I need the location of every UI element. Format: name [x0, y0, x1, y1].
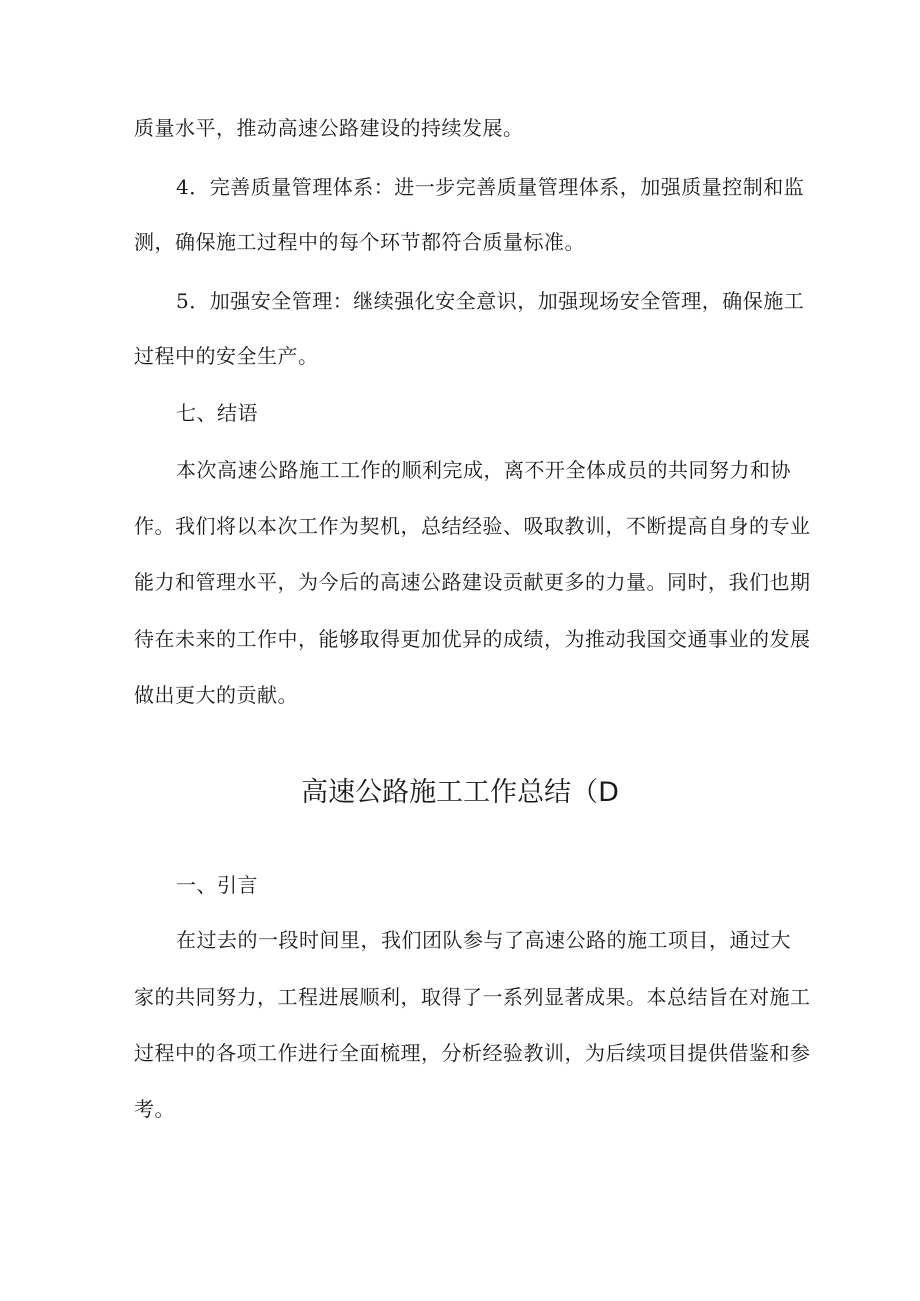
paragraph-line: 过程中的各项工作进行全面梳理，分析经验教训，为后续项目提供借鉴和参 — [134, 1041, 811, 1065]
document-title: 高速公路施工工作总结（D — [301, 777, 619, 808]
list-item-line: 测，确保施工过程中的每个环节都符合质量标准。 — [134, 230, 585, 254]
paragraph-line: 能力和管理水平，为今后的高速公路建设贡献更多的力量。同时，我们也期 — [134, 570, 811, 594]
paragraph-line: 家的共同努力，工程进展顺利，取得了一系列显著成果。本总结旨在对施工 — [134, 985, 811, 1009]
list-item-line: 5．加强安全管理：继续强化安全意识，加强现场安全管理，确保施工 — [176, 289, 805, 313]
section-heading: 一、引言 — [176, 873, 258, 897]
paragraph-line: 质量水平，推动高速公路建设的持续发展。 — [134, 116, 524, 140]
paragraph-line: 做出更大的贡献。 — [134, 683, 298, 707]
list-item-line: 过程中的安全生产。 — [134, 344, 319, 368]
paragraph-line: 本次高速公路施工工作的顺利完成，离不开全体成员的共同努力和协 — [176, 458, 791, 482]
paragraph-line: 作。我们将以本次工作为契机，总结经验、吸取教训，不断提高自身的专业 — [134, 514, 811, 538]
list-item-line: 4．完善质量管理体系：进一步完善质量管理体系，加强质量控制和监 — [176, 175, 805, 199]
paragraph-line: 待在未来的工作中，能够取得更加优异的成绩，为推动我国交通事业的发展 — [134, 627, 811, 651]
section-heading: 七、结语 — [176, 401, 258, 425]
paragraph-line: 在过去的一段时间里，我们团队参与了高速公路的施工项目，通过大 — [176, 928, 791, 952]
paragraph-line: 考。 — [134, 1097, 175, 1121]
